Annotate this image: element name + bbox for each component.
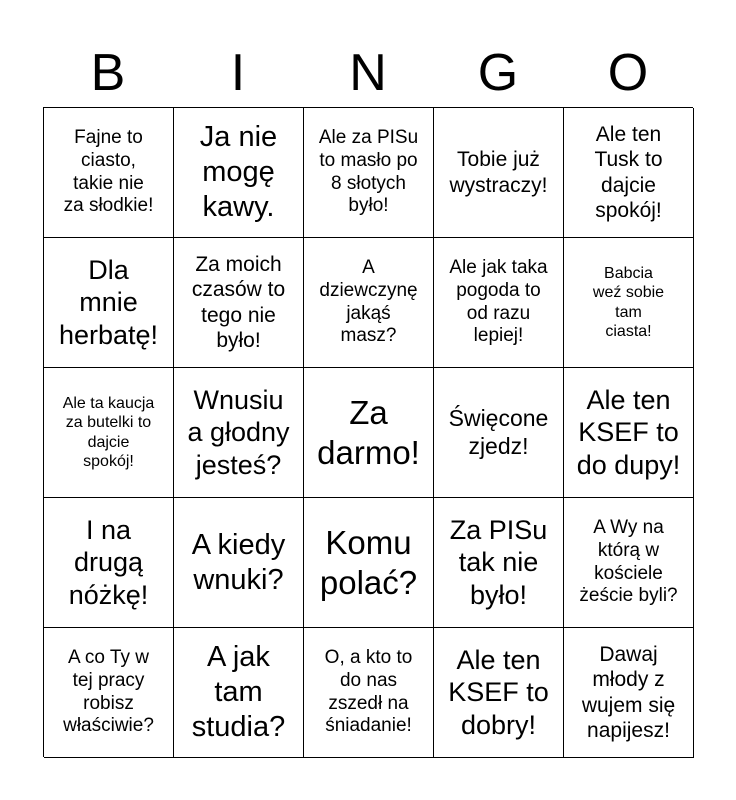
header-letter-n: N bbox=[349, 44, 387, 102]
cell-text: Dawaj młody z wujem się napijesz! bbox=[581, 643, 676, 742]
cell-text: Ale ta kaucja za butelki to dajcie spokój! bbox=[62, 395, 155, 470]
bingo-cell[interactable] bbox=[434, 108, 564, 238]
bingo-cell[interactable] bbox=[44, 108, 174, 238]
header-letter-i: I bbox=[230, 44, 246, 102]
bingo-cell[interactable] bbox=[564, 238, 694, 368]
cell-text: Za PISu tak nie było! bbox=[449, 514, 548, 610]
cell-text: Tobie już wystraczy! bbox=[449, 148, 548, 197]
bingo-cell[interactable] bbox=[564, 368, 694, 498]
bingo-cell[interactable] bbox=[434, 238, 564, 368]
bingo-cell[interactable] bbox=[44, 498, 174, 628]
bingo-cell[interactable] bbox=[434, 628, 564, 758]
cell-text: Komu polać? bbox=[319, 523, 418, 601]
bingo-cell[interactable] bbox=[174, 498, 304, 628]
cell-text: Dla mnie herbatę! bbox=[58, 254, 159, 350]
bingo-cell[interactable] bbox=[304, 108, 434, 238]
cell-text: A dziewczynę jakąś masz? bbox=[319, 256, 418, 347]
cell-text: A Wy na którą w kościele żeście byli? bbox=[579, 516, 678, 607]
bingo-cell[interactable] bbox=[564, 108, 694, 238]
cell-text: Ja nie mogę kawy. bbox=[199, 121, 278, 223]
cell-text: Święcone zjedz! bbox=[448, 404, 549, 459]
bingo-cell[interactable] bbox=[304, 238, 434, 368]
bingo-cell[interactable] bbox=[44, 628, 174, 758]
bingo-header bbox=[43, 40, 693, 106]
cell-text: Ale ten KSEF to dobry! bbox=[448, 644, 549, 740]
bingo-cell[interactable] bbox=[174, 238, 304, 368]
cell-text: Za darmo! bbox=[317, 393, 420, 471]
bingo-cell[interactable] bbox=[174, 108, 304, 238]
bingo-cell[interactable] bbox=[44, 368, 174, 498]
cell-text: Babcia weź sobie tam ciasta! bbox=[592, 265, 665, 340]
bingo-cell[interactable] bbox=[304, 368, 434, 498]
cell-text: A jak tam studia? bbox=[191, 641, 286, 743]
cell-text: I na drugą nóżkę! bbox=[68, 514, 149, 610]
header-letter-b: B bbox=[90, 44, 126, 102]
cell-text: Ale jak taka pogoda to od razu lepiej! bbox=[449, 256, 548, 347]
cell-text: A co Ty w tej pracy robisz właściwie? bbox=[63, 646, 154, 737]
cell-text: Za moich czasów to tego nie było! bbox=[191, 253, 286, 352]
bingo-cell[interactable] bbox=[564, 628, 694, 758]
bingo-cell[interactable] bbox=[564, 498, 694, 628]
cell-text: Ale ten KSEF to do dupy! bbox=[576, 384, 681, 480]
cell-text: Wnusiu a głodny jesteś? bbox=[187, 384, 290, 480]
bingo-cell[interactable] bbox=[434, 498, 564, 628]
cell-text: Ale za PISu to masło po 8 słotych było! bbox=[318, 126, 419, 217]
cell-text: Ale ten Tusk to dajcie spokój! bbox=[594, 123, 663, 222]
cell-text: Fajne to ciasto, takie nie za słodkie! bbox=[63, 126, 154, 217]
bingo-cell[interactable] bbox=[174, 628, 304, 758]
bingo-cell[interactable] bbox=[304, 628, 434, 758]
bingo-cell[interactable] bbox=[304, 498, 434, 628]
header-letter-g: G bbox=[477, 44, 519, 102]
bingo-cell[interactable] bbox=[434, 368, 564, 498]
bingo-board bbox=[43, 107, 693, 757]
bingo-cell[interactable] bbox=[44, 238, 174, 368]
cell-text: A kiedy wnuki? bbox=[191, 528, 286, 596]
header-letter-o: O bbox=[607, 44, 649, 102]
bingo-cell[interactable] bbox=[174, 368, 304, 498]
cell-text: O, a kto to do nas zszedł na śniadanie! bbox=[324, 646, 413, 737]
